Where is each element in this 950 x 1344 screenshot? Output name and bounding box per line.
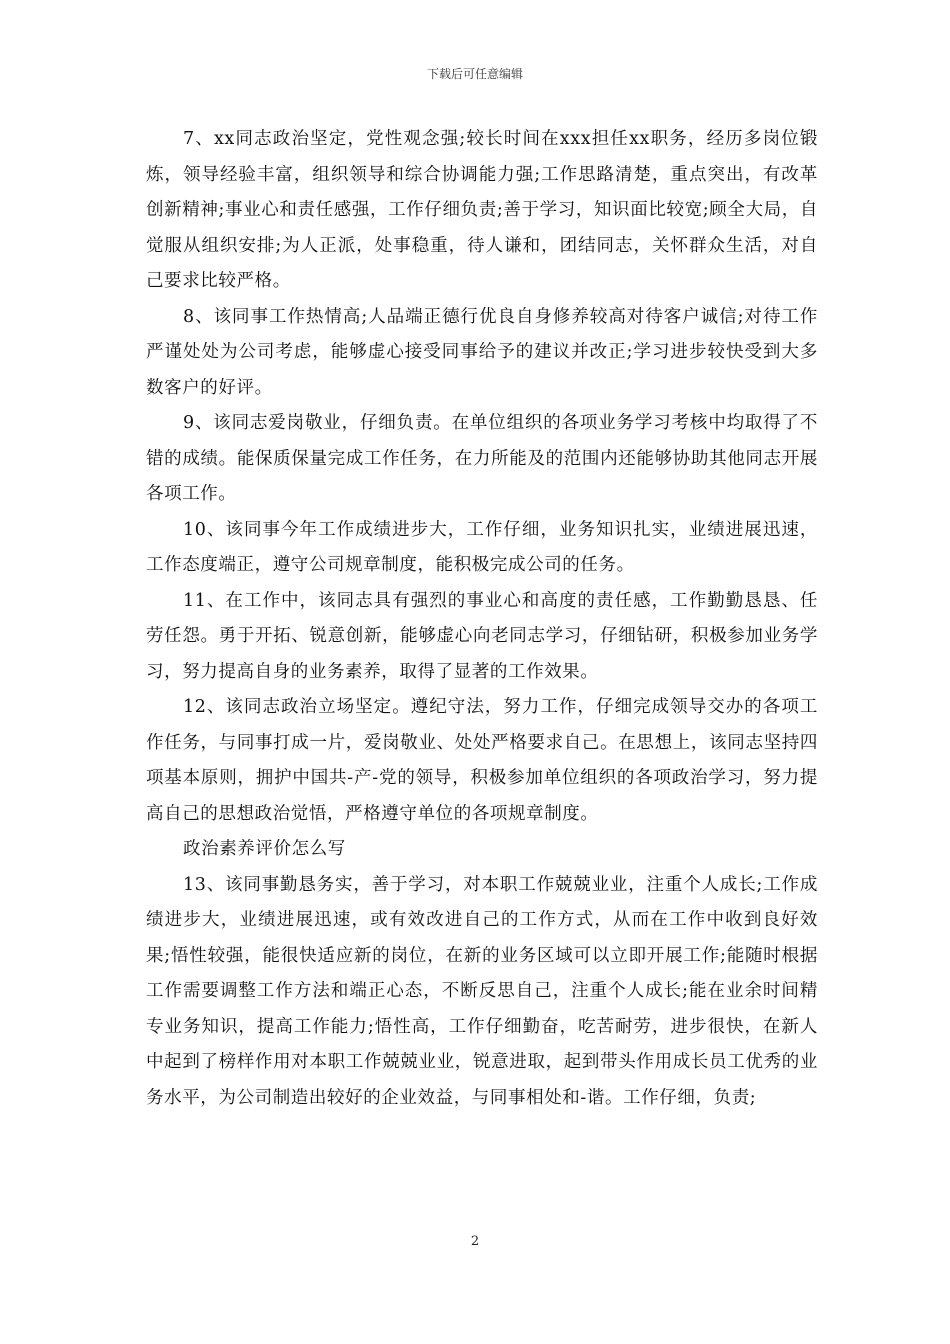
paragraph-10: 10、该同事今年工作成绩进步大，工作仔细，业务知识扎实，业绩进展迅速，工作态度端正，遵守公司规章制度，能积极完成公司的任务。: [146, 519, 818, 575]
document-body: [146, 122, 818, 1116]
page-header-note: 下载后可任意编辑: [426, 67, 523, 81]
paragraph-9: 9、该同志爱岗敬业，仔细负责。在单位组织的各项业务学习考核中均取得了不错的成绩。能保质保量完成工作任务，在力所能及的范围内还能够协助其他同志开展各项工作。: [146, 413, 818, 504]
paragraph-7: 7、xx同志政治坚定，党性观念强;较长时间在xxx担任xx职务，经历多岗位锻炼，领导经验丰富，组织领导和综合协调能力强;工作思路清楚，重点突出，有改革创新精神;事业心和责任感强，工作仔细负责;善于学习，知识面比较宽;顾全大局，自觉服从组织安排;为人正派，处事稳重，待人谦和，团结同志，关怀群众生活，对自己要求比较严格。: [146, 129, 818, 291]
section-heading: 政治素养评价怎么写: [183, 839, 346, 859]
paragraph-11: 11、在工作中，该同志具有强烈的事业心和高度的责任感，工作勤勤恳恳、任劳任怨。勇于开拓、锐意创新，能够虚心向老同志学习，仔细钻研，积极参加业务学习，努力提高自身的业务素养，取得了显著的工作效果。: [146, 590, 818, 682]
page-number: 2: [470, 1234, 480, 1249]
paragraph-13: 13、该同事勤恳务实，善于学习，对本职工作兢兢业业，注重个人成长;工作成绩进步大，业绩进展迅速，或有效改进自己的工作方式，从而在工作中收到良好效果;悟性较强，能很快适应新的岗位，在新的业务区域可以立即开展工作;能随时根据工作需要调整工作方法和端正心态，不断反思自己，注重个人成长;能在业余时间精专业务知识，提高工作能力;悟性高，工作仔细勤奋，吃苦耐劳，进步很快，在新人中起到了榜样作用对本职工作兢兢业业，锐意进取，起到带头作用成长员工优秀的业务水平，为公司制造出较好的企业效益，与同事相处和-谐。工作仔细，负责;: [146, 874, 818, 1108]
paragraph-12: 12、该同志政治立场坚定。遵纪守法，努力工作，仔细完成领导交办的各项工作任务，与同事打成一片，爱岗敬业、处处严格要求自己。在思想上，该同志坚持四项基本原则，拥护中国共-产-党的领导，积极参加单位组织的各项政治学习，努力提高自己的思想政治觉悟，严格遵守单位的各项规章制度。: [146, 697, 818, 824]
paragraph-8: 8、该同事工作热情高;人品端正德行优良自身修养较高对待客户诚信;对待工作严谨处处为公司考虑，能够虚心接受同事给予的建议并改正;学习进步较快受到大多数客户的好评。: [146, 306, 818, 398]
